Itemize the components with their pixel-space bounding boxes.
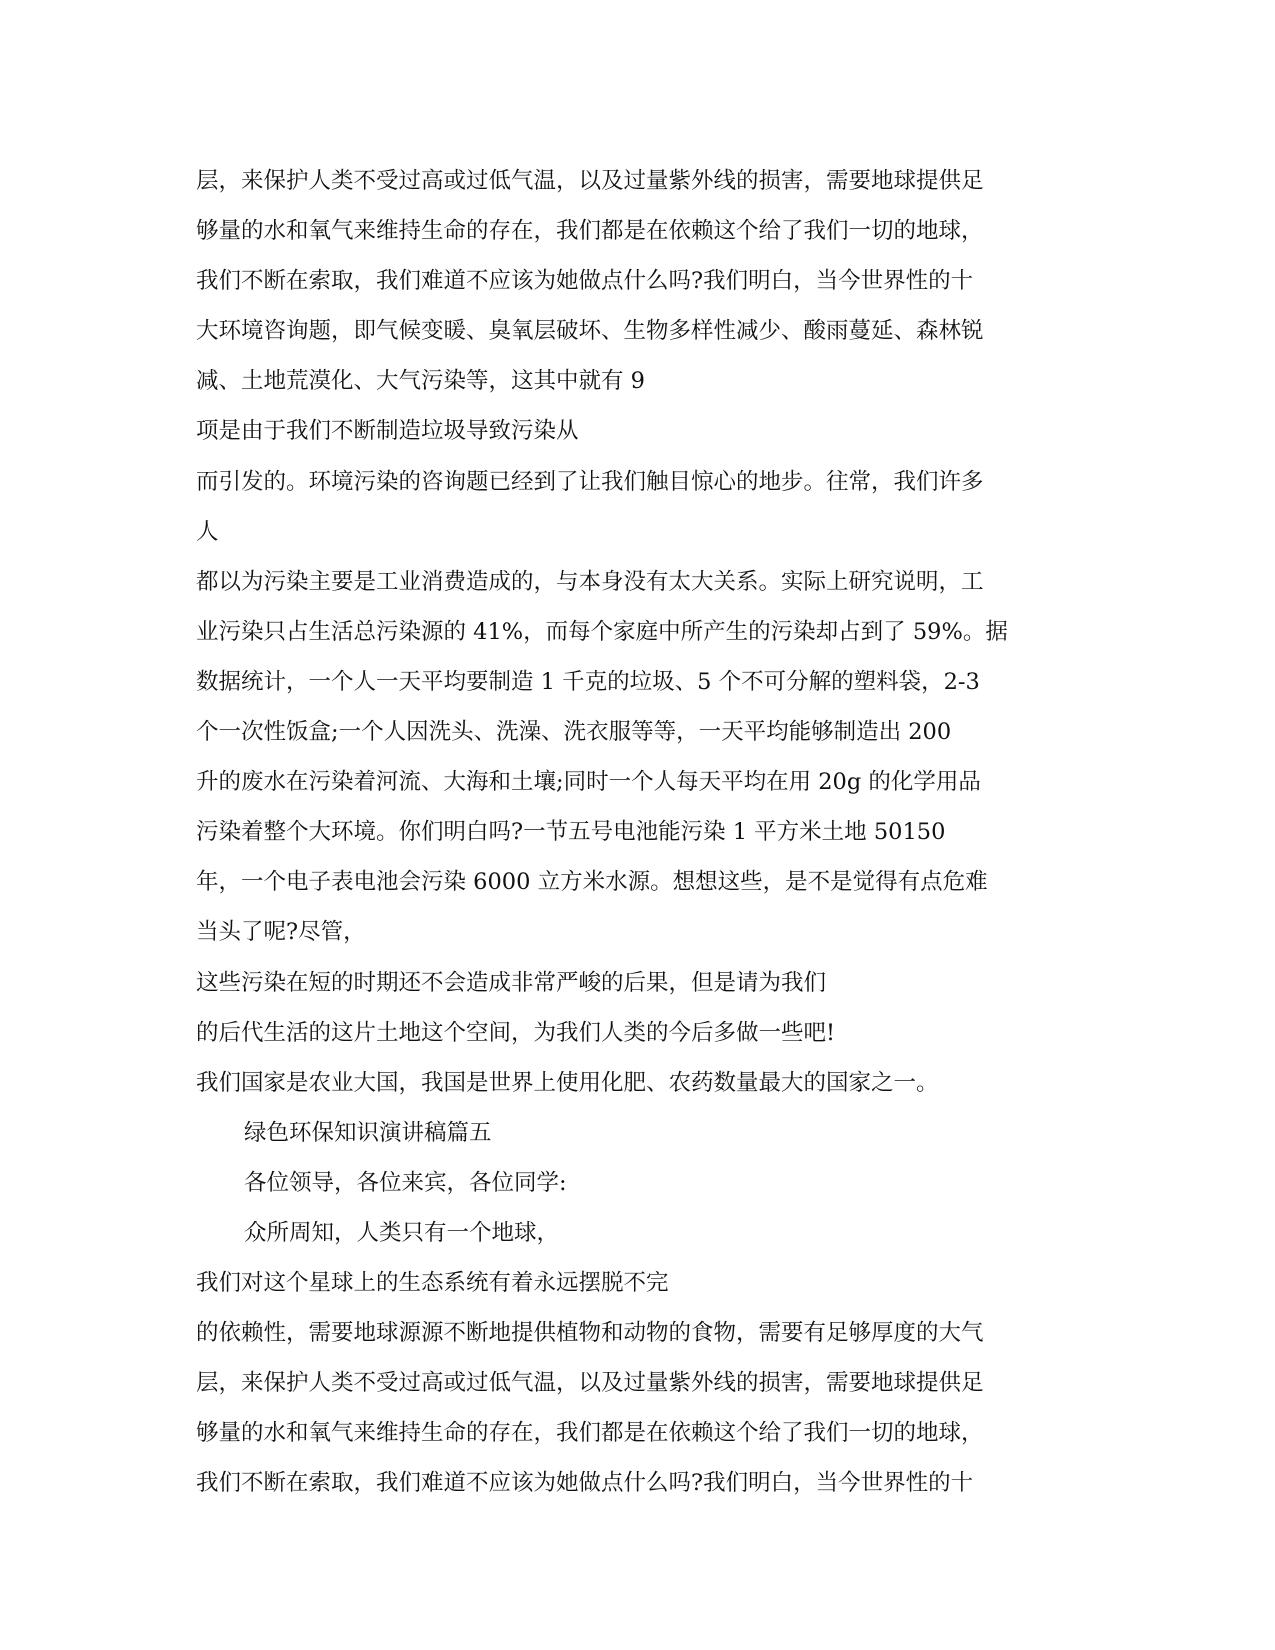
section-heading: 绿色环保知识演讲稿篇五 (244, 1119, 492, 1146)
text-line: 业污染只占生活总污染源的 41%，而每个家庭中所产生的污染却占到了 59%。据 (196, 618, 1008, 645)
text-line: 升的废水在污染着河流、大海和土壤;同时一个人每天平均在用 20g 的化学用品 (196, 769, 981, 796)
text-line: 的依赖性，需要地球源源不断地提供植物和动物的食物，需要有足够厚度的大气 (196, 1320, 984, 1347)
text-line: 都以为污染主要是工业消费造成的，与本身没有太大关系。实际上研究说明，工 (196, 568, 984, 595)
text-line: 够量的水和氧气来维持生命的存在，我们都是在依赖这个给了我们一切的地球， (196, 218, 984, 245)
text-line: 我们不断在索取，我们难道不应该为她做点什么吗?我们明白，当今世界性的十 (196, 268, 974, 295)
text-line: 年，一个电子表电池会污染 6000 立方米水源。想想这些，是不是觉得有点危难 (196, 869, 988, 896)
text-line: 我们对这个星球上的生态系统有着永远摆脱不完 (196, 1270, 669, 1297)
text-line: 我们不断在索取，我们难道不应该为她做点什么吗?我们明白，当今世界性的十 (196, 1470, 974, 1497)
text-line: 项是由于我们不断制造垃圾导致污染从 (196, 418, 579, 445)
text-line: 层，来保护人类不受过高或过低气温，以及过量紫外线的损害，需要地球提供足 (196, 1370, 984, 1397)
text-line: 我们国家是农业大国，我国是世界上使用化肥、农药数量最大的国家之一。 (196, 1069, 939, 1096)
salutation: 各位领导，各位来宾，各位同学: (244, 1169, 567, 1196)
text-line: 当头了呢?尽管， (196, 919, 366, 946)
text-line: 个一次性饭盒;一个人因洗头、洗澡、洗衣服等等，一天平均能够制造出 200 (196, 719, 952, 746)
text-line: 层，来保护人类不受过高或过低气温，以及过量紫外线的损害，需要地球提供足 (196, 168, 984, 194)
text-line: 众所周知，人类只有一个地球， (244, 1219, 560, 1246)
text-line: 够量的水和氧气来维持生命的存在，我们都是在依赖这个给了我们一切的地球， (196, 1420, 984, 1447)
text-line: 而引发的。环境污染的咨询题已经到了让我们触目惊心的地步。往常，我们许多 (196, 468, 984, 495)
text-line: 大环境咨询题，即气候变暖、臭氧层破坏、生物多样性减少、酸雨蔓延、森林锐 (196, 318, 984, 345)
document-body (196, 156, 1076, 1509)
text-line: 减、土地荒漠化、大气污染等，这其中就有 9 (196, 368, 645, 395)
text-line: 这些污染在短的时期还不会造成非常严峻的后果，但是请为我们 (196, 969, 827, 996)
text-line: 人 (196, 518, 219, 545)
text-line: 的后代生活的这片土地这个空间，为我们人类的今后多做一些吧! (196, 1019, 836, 1046)
text-line: 数据统计，一个人一天平均要制造 1 千克的垃圾、5 个不可分解的塑料袋，2-3 (196, 668, 980, 695)
text-line: 污染着整个大环境。你们明白吗?一节五号电池能污染 1 平方米土地 50150 (196, 819, 946, 846)
